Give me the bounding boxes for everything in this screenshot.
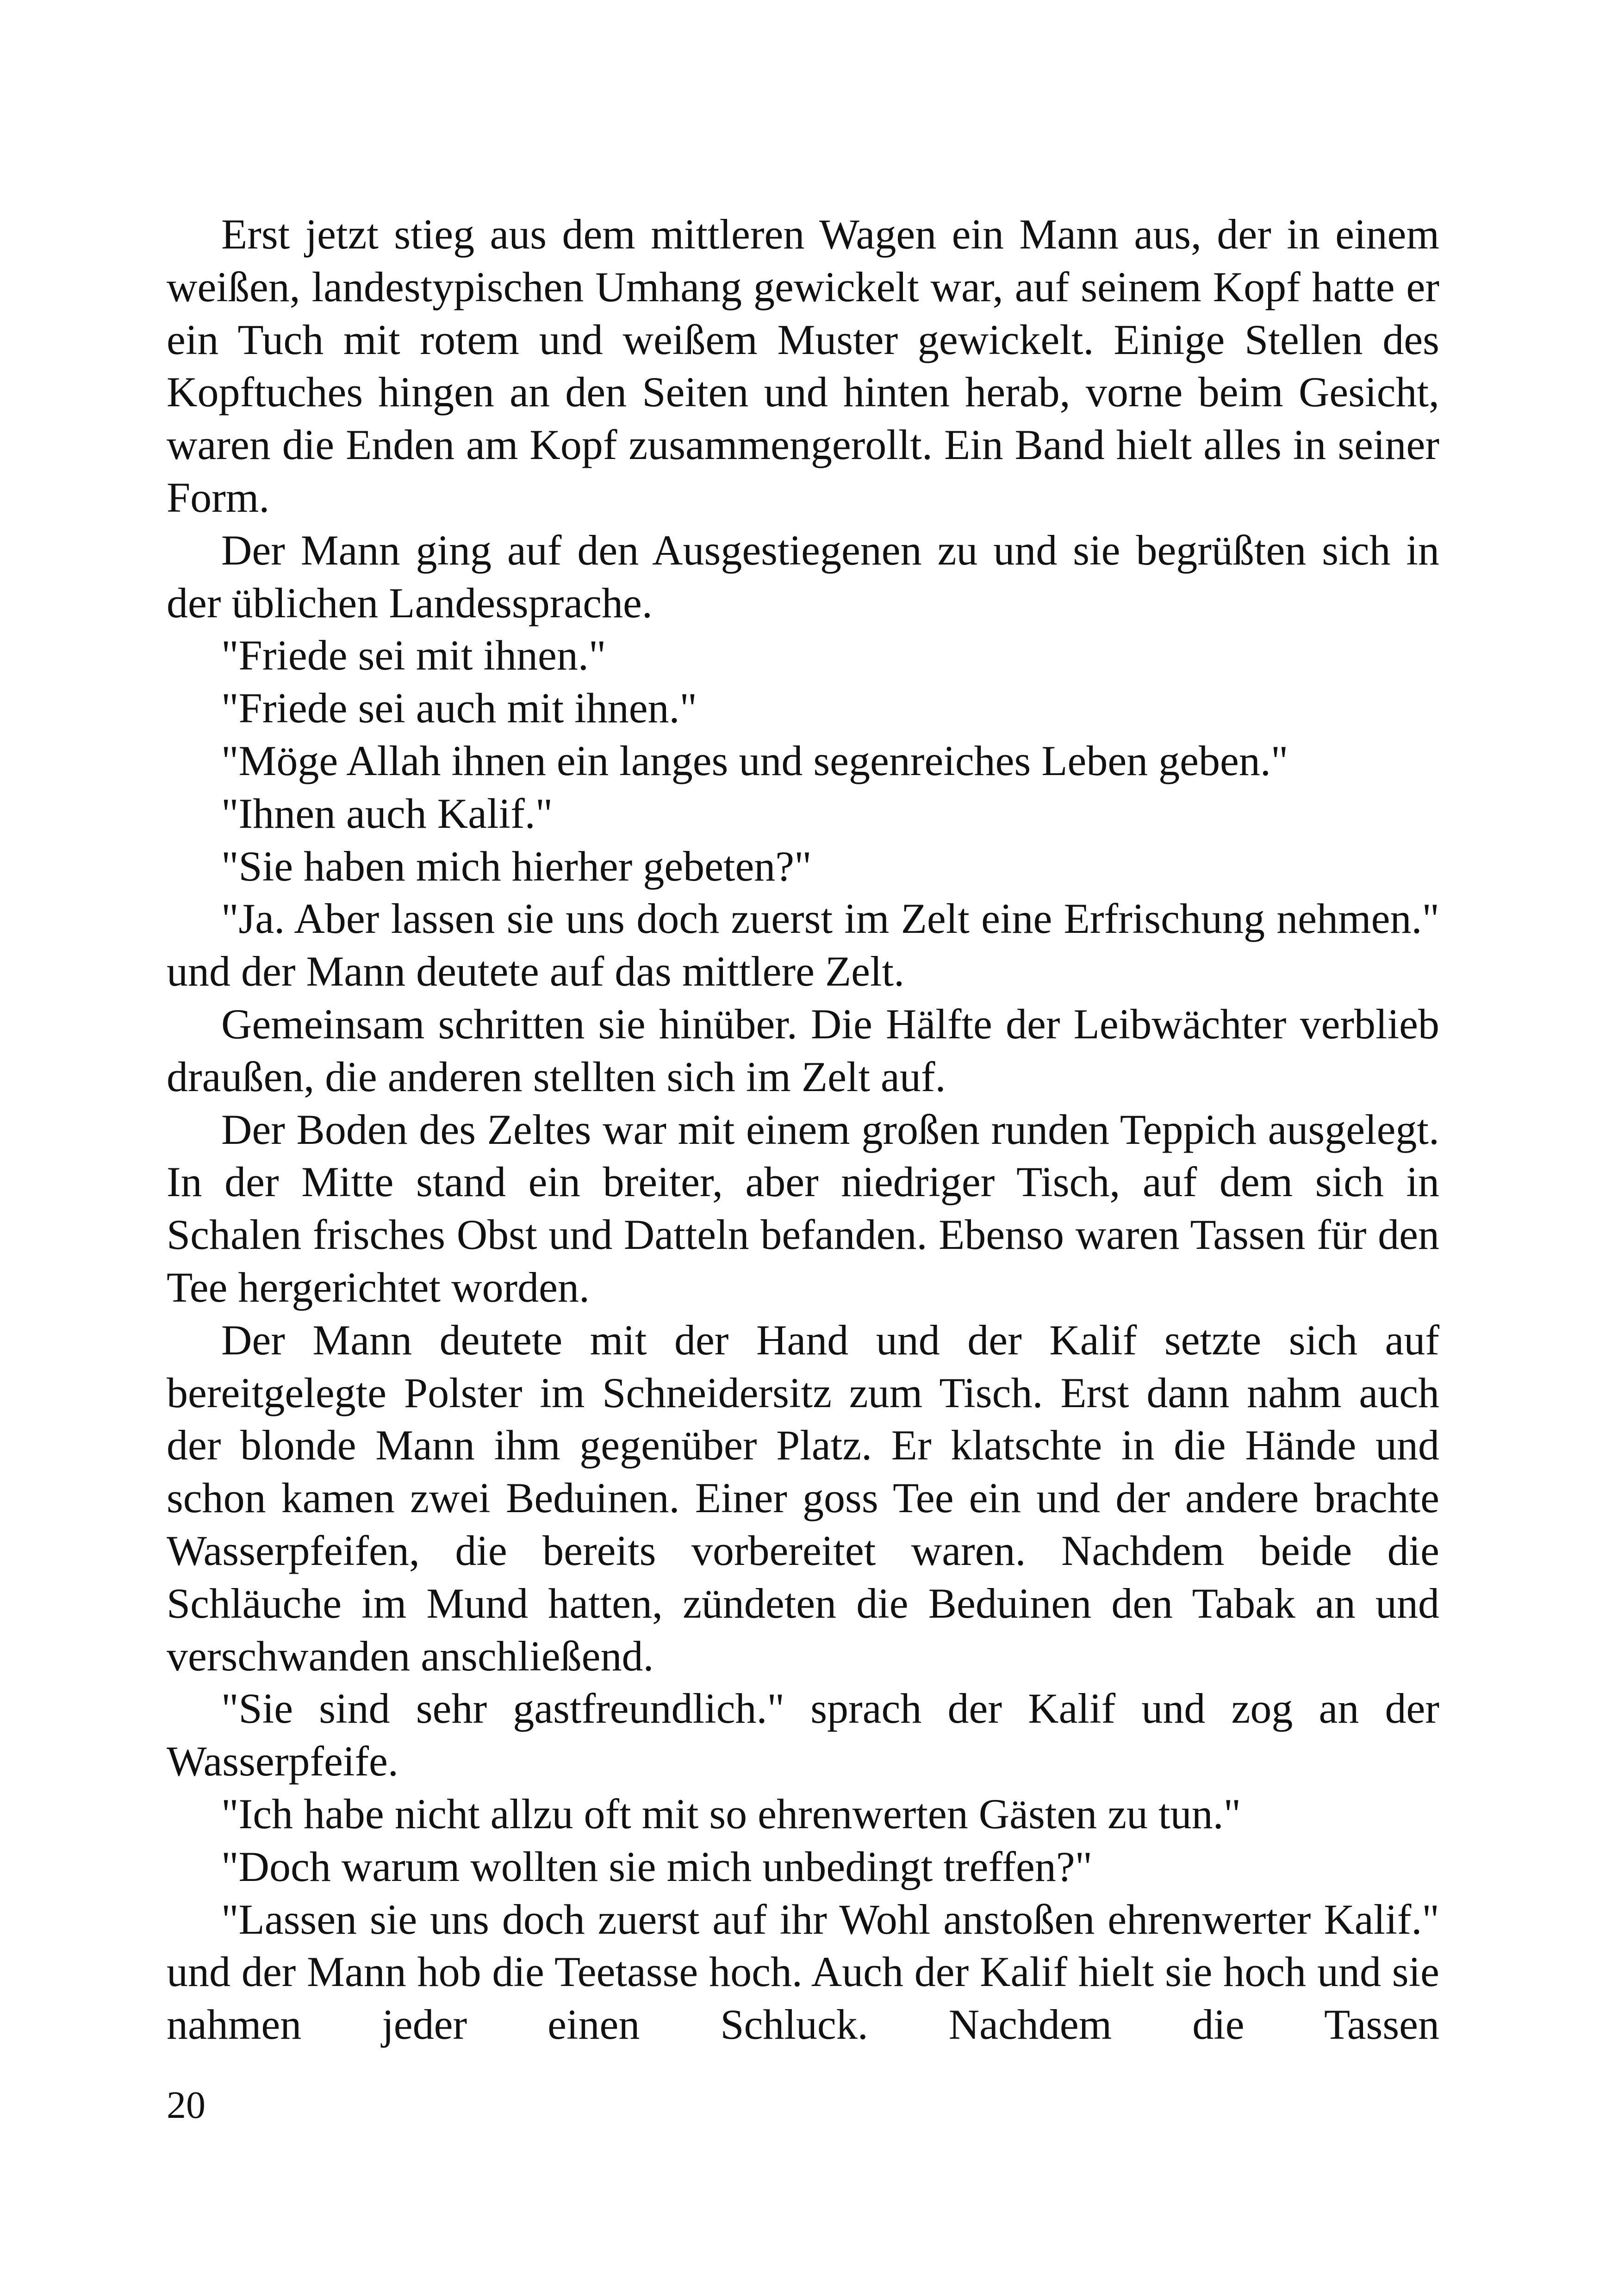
body-text (167, 208, 1439, 2051)
paragraph: "Friede sei mit ihnen." (221, 632, 606, 679)
paragraph: Der Mann ging auf den Ausgestiegenen zu und sie begrüßten sich in der üblichen Landessprache. (167, 526, 1439, 627)
paragraph: "Ja. Aber lassen sie uns doch zuerst im Zelt eine Erfrischung nehmen." und der Mann deutete auf das mittlere Zelt. (167, 895, 1439, 995)
paragraph: Erst jetzt stieg aus dem mittleren Wagen ein Mann aus, der in einem weißen, landestypischen Umhang gewickelt war, auf seinem Kopf hatte er ein Tuch mit rotem und weißem Muster gewickelt. Einige Stellen des Kopftuches hingen an den Seiten und hinten herab, vorne beim Gesicht, waren die Enden am Kopf zusammengerollt. Ein Band hielt alles in seiner Form. (167, 211, 1439, 521)
paragraph: "Sie haben mich hierher gebeten?" (221, 842, 812, 890)
paragraph: Der Mann deutete mit der Hand und der Kalif setzte sich auf bereitgelegte Polster im Schneidersitz zum Tisch. Erst dann nahm auch der blonde Mann ihm gegenüber Platz. Er klatschte in die Hände und schon kamen zwei Beduinen. Einer goss Tee ein und der andere brachte Wasserpfeifen, die bereits vorbereitet waren. Nachdem beide die Schläuche im Mund hatten, zündeten die Beduinen den Tabak an und verschwanden anschließend. (167, 1316, 1439, 1680)
paragraph: "Ihnen auch Kalif." (221, 789, 553, 837)
paragraph: "Friede sei auch mit ihnen." (221, 684, 697, 732)
paragraph: "Doch warum wollten sie mich unbedingt treffen?" (221, 1843, 1093, 1890)
paragraph: "Lassen sie uns doch zuerst auf ihr Wohl anstoßen ehrenwerter Kalif." und der Mann hob die Teetasse hoch. Auch der Kalif hielt sie hoch und sie nahmen jeder einen Schluck. Nachdem die Tassen (167, 1895, 1439, 2048)
paragraph: "Möge Allah ihnen ein langes und segenreiches Leben geben." (221, 737, 1288, 784)
paragraph: Gemeinsam schritten sie hinüber. Die Hälfte der Leibwächter verblieb draußen, die anderen stellten sich im Zelt auf. (167, 1000, 1439, 1100)
paragraph: Der Boden des Zeltes war mit einem großen runden Teppich ausgelegt. In der Mitte stand ein breiter, aber niedriger Tisch, auf dem sich in Schalen frisches Obst und Datteln befanden. Ebenso waren Tassen für den Tee hergerichtet worden. (167, 1105, 1439, 1311)
paragraph: "Ich habe nicht allzu oft mit so ehrenwerten Gästen zu tun." (221, 1790, 1241, 1837)
page-number: 20 (167, 2084, 205, 2127)
paragraph: "Sie sind sehr gastfreundlich." sprach der Kalif und zog an der Wasserpfeife. (167, 1685, 1439, 1785)
